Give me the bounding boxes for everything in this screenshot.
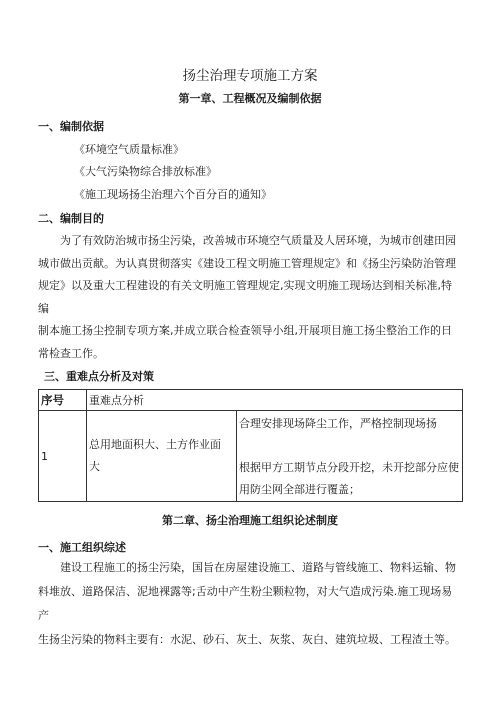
paragraph-line: 规定》以及重大工程建设的有关文明施工管理规定,实现文明施工现场达到相关标准,特编 — [38, 279, 452, 315]
section-difficulty-heading: 三、重难点分析及对策 — [44, 370, 154, 383]
paragraph-line: 建设工程施工的扬尘污染，国旨在房屋建设施工、道路与管线施工、物料运输、物 — [60, 561, 456, 574]
table-header-row — [39, 390, 463, 411]
section-purpose-heading: 二、编制目的 — [38, 212, 104, 225]
cell-line: 大 — [89, 460, 100, 473]
row-analysis-cell — [87, 411, 237, 502]
chapter-2-heading: 第二章、扬尘治理施工组织论述制度 — [162, 514, 338, 527]
paragraph-line: 城市做出贡献。为认真贯彻落实《建设工程文明施工管理规定》和《扬尘污染防治管理 — [38, 256, 456, 270]
paragraph-line: 为了有效防治城市扬尘污染，改善城市环境空气质量及人居环境，为城市创建田园 — [60, 234, 456, 247]
cell-line: 合理安排现场降尘工作，严格控制现场扬 — [239, 417, 437, 430]
paragraph-line: 常检查工作。 — [38, 346, 104, 360]
difficulty-table — [38, 389, 463, 502]
paragraph-line: 料堆放、道路保洁、泥地裸露等;舌动中产生粉尘颗粒物，对大气造成污染.施工现场易产 — [38, 585, 453, 622]
organization-paragraph — [38, 556, 462, 652]
cell-line: 根据甲方工期节点分段开挖，未开挖部分应使 — [239, 461, 459, 474]
row-measures-cell — [237, 411, 463, 502]
document-title: 扬尘治理专项施工方案 — [182, 68, 318, 84]
header-cell-number: 序号 — [39, 390, 87, 411]
reference-item: 《施工现场扬尘治理六个百分百的通知》 — [74, 188, 272, 201]
reference-item: 《环境空气质量标准》 — [74, 143, 184, 156]
table-row — [39, 411, 463, 502]
cell-line: 用防尘网全部进行覆盖； — [239, 483, 360, 496]
cell-line: 总用地面积大、土方作业面 — [89, 438, 221, 451]
section-organization-heading: 一、施工组织综述 — [38, 541, 126, 554]
paragraph-line: 生扬尘污染的物料主要有：水泥、砂石、灰土、灰浆、灰白、建筑垃圾、工程渣土等。 — [38, 633, 456, 646]
header-cell-analysis: 重难点分析 — [87, 390, 463, 411]
purpose-paragraph — [38, 230, 462, 365]
reference-item: 《大气污染物综合排放标准》 — [74, 165, 217, 178]
chapter-1-heading: 第一章、工程概况及编制依据 — [178, 92, 322, 105]
row-number-cell: 1 — [39, 411, 87, 502]
paragraph-line: 制本施工扬尘控制专项方案,并成立联合检查领导小组,开展项目施工扬尘整治工作的日 — [38, 324, 452, 337]
section-basis-heading: 一、编制依据 — [38, 120, 104, 133]
cell-line — [239, 435, 460, 457]
